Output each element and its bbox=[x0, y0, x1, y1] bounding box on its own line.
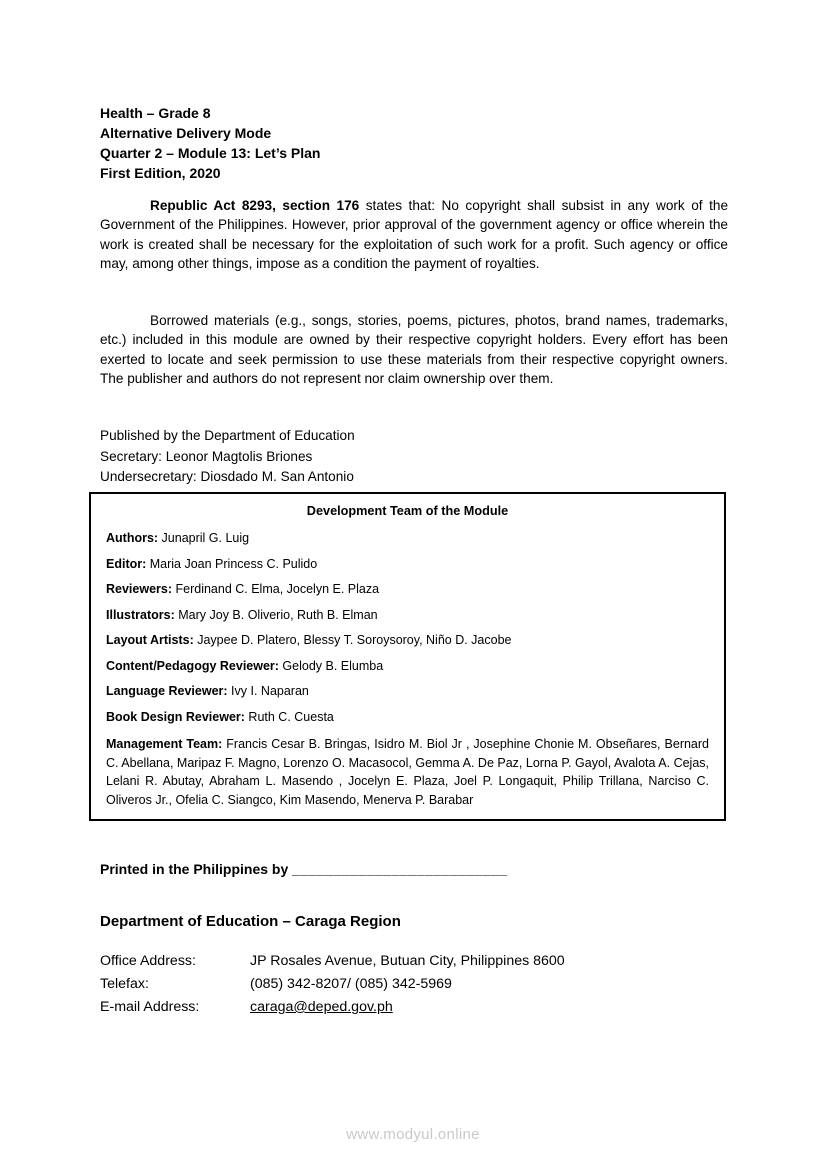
team-row-value: Junapril G. Luig bbox=[158, 531, 250, 545]
team-row-label: Content/Pedagogy Reviewer: bbox=[106, 658, 279, 673]
telefax-value: (085) 342-8207/ (085) 342-5969 bbox=[250, 976, 452, 992]
contact-row-office-address bbox=[100, 950, 728, 973]
development-team-title: Development Team of the Module bbox=[306, 504, 509, 518]
module-subject-line: Health – Grade 8 bbox=[100, 105, 211, 121]
team-row-label: Language Reviewer: bbox=[106, 684, 228, 698]
republic-act-text: states that: No copyright shall subsist in any work of the Government of the Philippines. However, prior approval of the government agency or office wherein the work is created shall be necessary for the exploitation of such work for a profit. Such agency or office may, among other things, impose as a condition the payment of royalties. bbox=[100, 198, 728, 271]
team-row-language-reviewer bbox=[106, 684, 709, 698]
email-label: E-mail Address: bbox=[100, 999, 200, 1015]
undersecretary-line: Undersecretary: Diosdado M. San Antonio bbox=[100, 469, 354, 484]
secretary-line: Secretary: Leonor Magtolis Briones bbox=[100, 448, 313, 464]
email-link[interactable]: caraga@deped.gov.ph bbox=[250, 999, 393, 1015]
printed-in-philippines-line bbox=[100, 861, 728, 877]
team-row-authors bbox=[106, 531, 709, 545]
contact-row-telefax bbox=[100, 973, 728, 996]
team-row-value: Francis Cesar B. Bringas, Isidro M. Biol Jr , Josephine Chonie M. Obseñares, Bernard C. Abellana, Maripaz F. Magno, Lorenzo O. Macasocol, Gemma A. De Paz, Lorna P. Gayol, Avalota A. Cejas, Lelani R. Abutay, Abraham L. Masendo , Jocelyn E. Plaza, Joel P. Longaquit, Philip Trillana, Narciso C. Oliveros Jr., Ofelia C. Siangco, Kim Masendo, Menerva P. Barabar bbox=[106, 737, 709, 807]
region-heading: Department of Education – Caraga Region bbox=[100, 913, 401, 930]
team-row-label: Editor: bbox=[106, 556, 147, 571]
copyright-paragraph-borrowed-materials: Borrowed materials (e.g., songs, stories, poems, pictures, photos, brand names, trademarks, etc.) included in this module are owned by their respective copyright holders. Every effort has been exerted to locate and seek permission to use these materials from their respective copyright owners. The publisher and authors do not represent nor claim ownership over them. bbox=[100, 313, 728, 386]
telefax-label: Telefax: bbox=[100, 976, 149, 992]
module-header bbox=[100, 103, 728, 183]
team-row-label: Book Design Reviewer: bbox=[106, 709, 245, 724]
team-row-book-design-reviewer bbox=[106, 710, 709, 724]
team-row-value: Jaypee D. Platero, Blessy T. Soroysoroy, Niño D. Jacobe bbox=[193, 633, 512, 647]
module-mode-line: Alternative Delivery Mode bbox=[100, 125, 272, 141]
office-address-label: Office Address: bbox=[100, 953, 196, 969]
republic-act-lead: Republic Act 8293, section 176 bbox=[150, 198, 360, 213]
copyright-paragraph-republic-act bbox=[100, 196, 728, 273]
module-edition-line: First Edition, 2020 bbox=[100, 165, 221, 181]
team-row-label: Authors: bbox=[106, 531, 159, 545]
team-row-management-team bbox=[106, 735, 709, 809]
team-row-label: Reviewers: bbox=[106, 582, 173, 596]
module-title-line: Quarter 2 – Module 13: Let’s Plan bbox=[100, 145, 321, 161]
team-row-label: Illustrators: bbox=[106, 607, 175, 622]
development-team-box bbox=[89, 492, 726, 821]
team-row-illustrators bbox=[106, 608, 709, 622]
team-row-value: Mary Joy B. Oliverio, Ruth B. Elman bbox=[174, 607, 378, 622]
team-row-label: Layout Artists: bbox=[106, 633, 194, 647]
team-row-value: Maria Joan Princess C. Pulido bbox=[146, 556, 318, 571]
team-row-value: Gelody B. Elumba bbox=[278, 658, 384, 673]
team-row-value: Ivy I. Naparan bbox=[227, 684, 309, 698]
team-row-label: Management Team: bbox=[106, 737, 223, 751]
team-row-value: Ruth C. Cuesta bbox=[244, 709, 334, 724]
office-address-value: JP Rosales Avenue, Butuan City, Philippines 8600 bbox=[250, 953, 565, 969]
printed-label: Printed in the Philippines by bbox=[100, 861, 293, 877]
team-row-value: Ferdinand C. Elma, Jocelyn E. Plaza bbox=[172, 582, 380, 596]
printed-blank-line: __________________________ bbox=[292, 861, 508, 877]
publisher-block bbox=[100, 426, 728, 488]
team-row-reviewers bbox=[106, 582, 709, 596]
team-row-content-pedagogy-reviewer bbox=[106, 659, 709, 673]
team-row-editor bbox=[106, 557, 709, 571]
contact-row-email bbox=[100, 996, 728, 1019]
published-by-line: Published by the Department of Education bbox=[100, 428, 355, 443]
contact-block bbox=[100, 950, 728, 1019]
team-row-layout-artists bbox=[106, 633, 709, 647]
watermark-text: www.modyul.online bbox=[346, 1126, 480, 1143]
